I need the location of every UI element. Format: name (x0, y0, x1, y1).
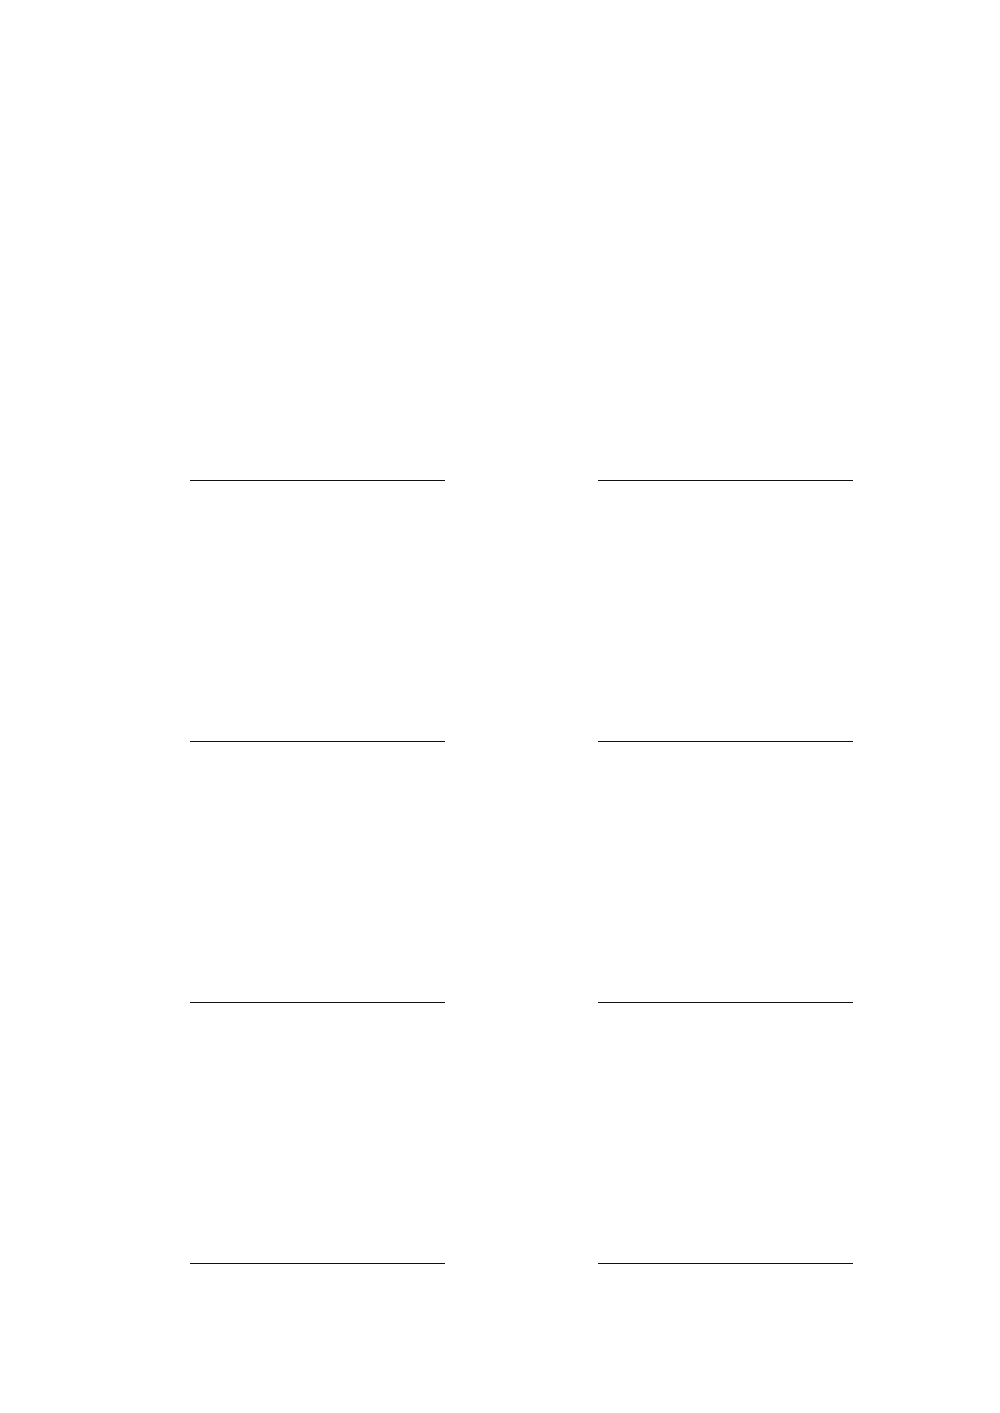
answer-line-8[interactable] (598, 1263, 853, 1264)
answer-line-3[interactable] (190, 741, 445, 742)
answer-line-2[interactable] (598, 480, 853, 481)
answer-line-4[interactable] (598, 741, 853, 742)
answer-line-7[interactable] (190, 1263, 445, 1264)
answer-line-6[interactable] (598, 1002, 853, 1003)
answer-line-1[interactable] (190, 480, 445, 481)
answer-line-5[interactable] (190, 1002, 445, 1003)
